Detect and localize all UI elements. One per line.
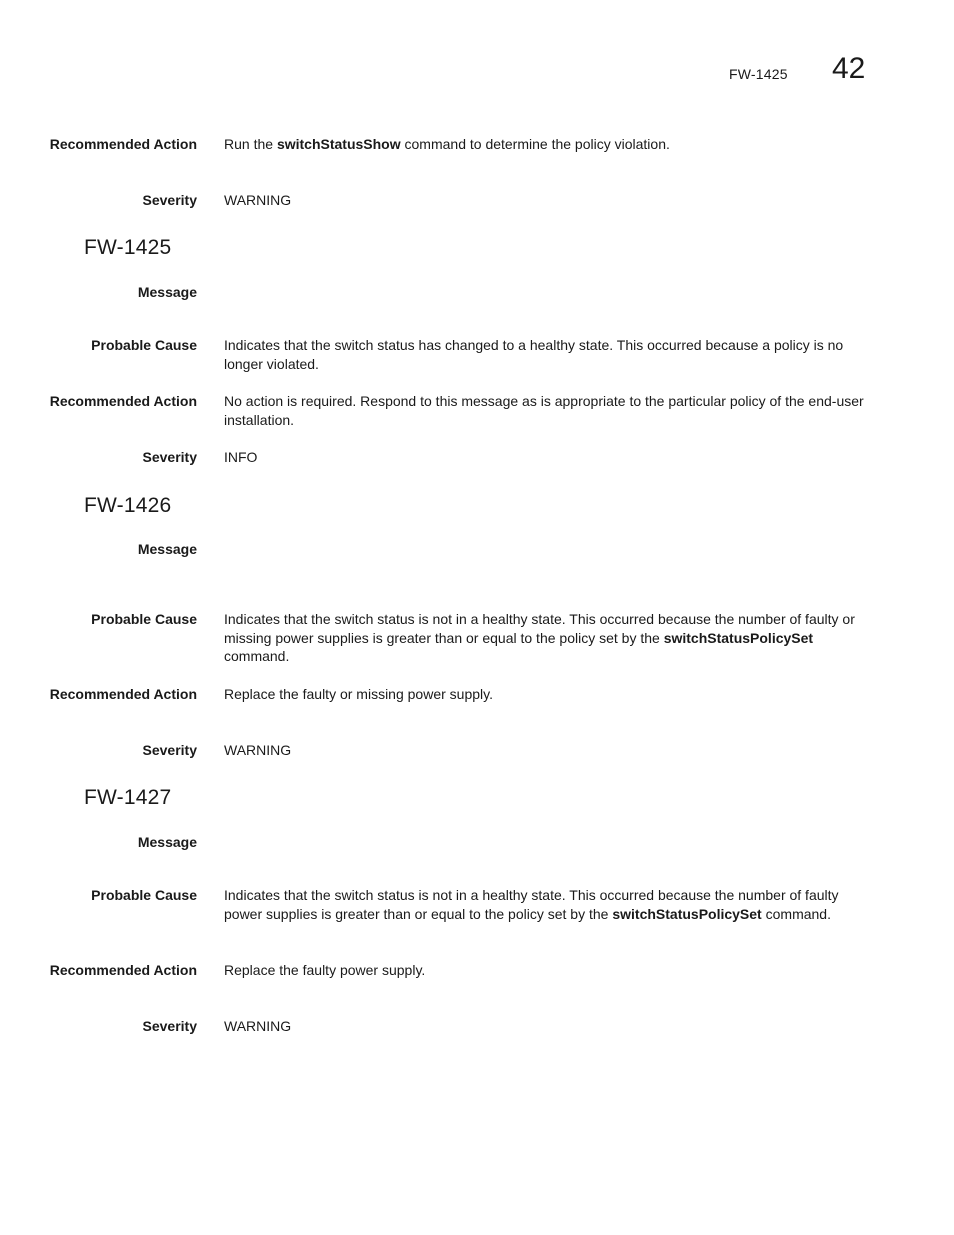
text-span: command.: [761, 905, 831, 922]
section-title: FW-1427: [84, 786, 172, 809]
probable-cause-text: Indicates that the switch status has changed to a healthy state. This occurred because a policy is no longer violated.: [224, 337, 844, 372]
running-header-code: FW-1425: [729, 66, 788, 82]
severity-value: INFO: [224, 449, 258, 465]
severity-label: Severity: [142, 449, 197, 465]
severity-value: WARNING: [224, 742, 292, 758]
message-label: Message: [137, 541, 197, 557]
section-title: FW-1426: [84, 494, 172, 517]
severity-value: WARNING: [224, 1018, 292, 1034]
recommended-action-label: Recommended Action: [49, 136, 197, 152]
section-title: FW-1425: [84, 236, 172, 259]
probable-cause-label: Probable Cause: [91, 611, 197, 627]
text-span: Indicates that the switch status is not in a healthy state. This occurred because the number of faulty power supplies is greater than or equal to the policy set by the: [224, 887, 839, 922]
recommended-action-text: [224, 135, 864, 154]
message-label: Message: [137, 284, 197, 300]
probable-cause-text: [224, 886, 864, 923]
recommended-action-label: Recommended Action: [49, 962, 197, 978]
severity-value: WARNING: [224, 192, 292, 208]
recommended-action-text: Replace the faulty or missing power supply.: [224, 686, 493, 702]
text-span: command to determine the policy violation.: [400, 136, 670, 152]
chapter-number: 42: [832, 52, 866, 85]
probable-cause-label: Probable Cause: [91, 887, 197, 903]
command-name: switchStatusPolicySet: [612, 905, 762, 922]
probable-cause-text: [224, 610, 864, 666]
text-span: command.: [224, 648, 290, 664]
severity-label: Severity: [142, 742, 197, 758]
recommended-action-label: Recommended Action: [49, 686, 197, 702]
command-name: switchStatusShow: [276, 136, 401, 152]
text-span: Indicates that the switch status is not in a healthy state. This occurred because the number of faulty or missing power supplies is greater than or equal to the policy set by the: [224, 611, 855, 646]
severity-label: Severity: [142, 192, 197, 208]
recommended-action-label: Recommended Action: [49, 393, 197, 409]
recommended-action-text: No action is required. Respond to this message as is appropriate to the particular policy of the end-user installation.: [224, 393, 864, 428]
severity-label: Severity: [142, 1018, 197, 1034]
message-label: Message: [137, 834, 197, 850]
command-name: switchStatusPolicySet: [663, 629, 814, 646]
recommended-action-text: Replace the faulty power supply.: [224, 962, 426, 978]
probable-cause-label: Probable Cause: [91, 337, 197, 353]
text-span: Run the: [224, 136, 277, 152]
